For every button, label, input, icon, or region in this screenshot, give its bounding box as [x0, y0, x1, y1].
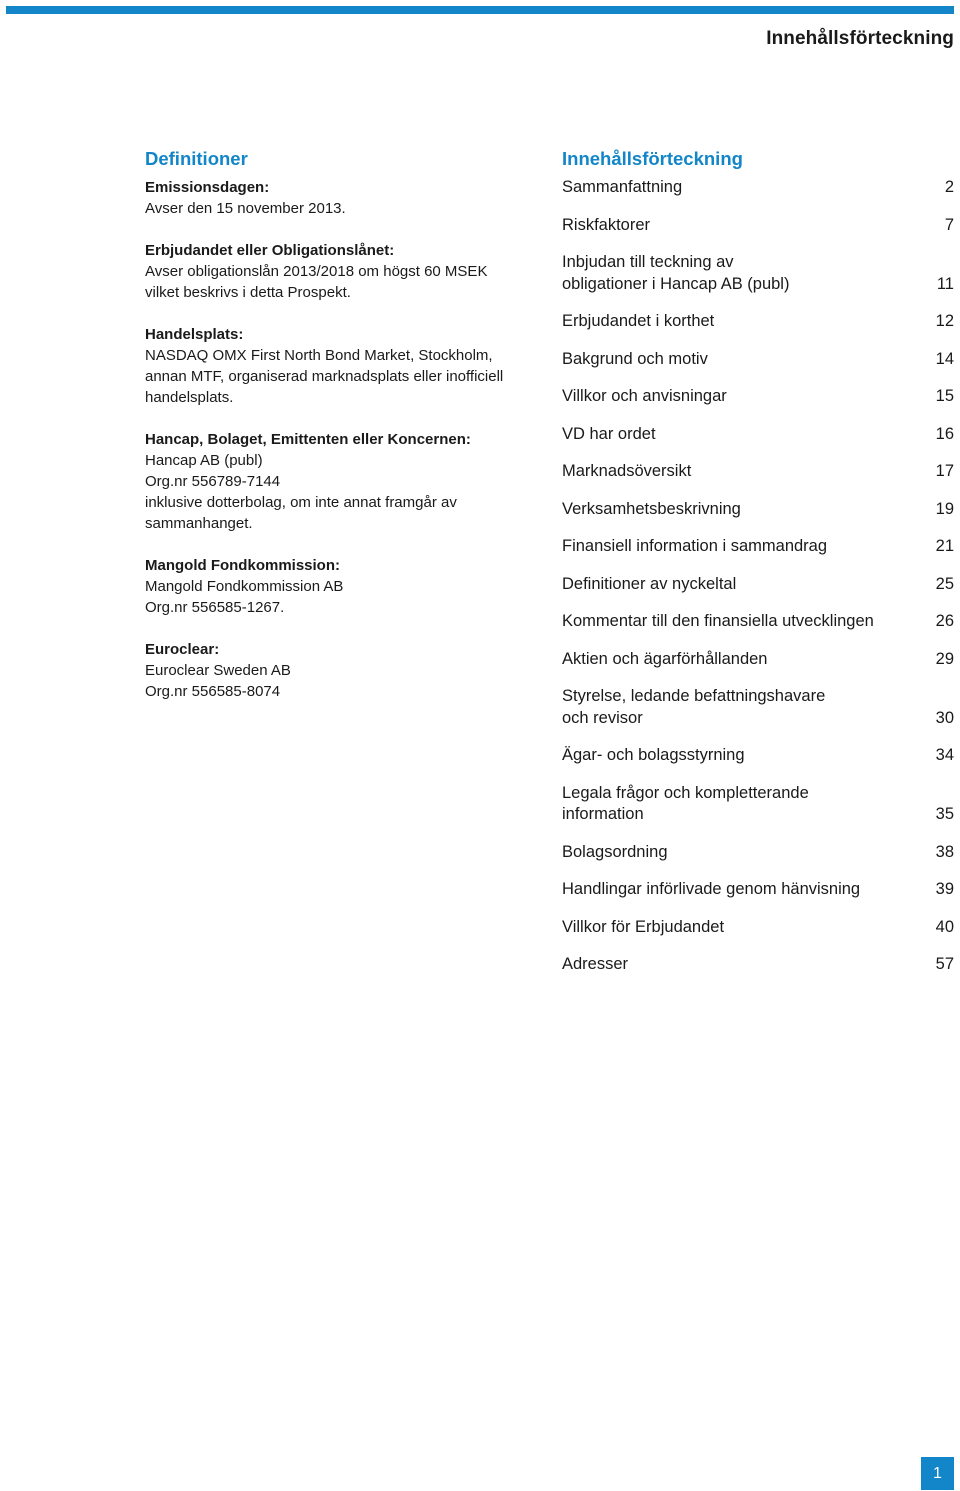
definitions-section	[145, 147, 525, 723]
toc-entry-title: Legala frågor och kompletterande	[562, 783, 809, 802]
toc-entry[interactable]	[562, 386, 954, 408]
toc-entry-title: Verksamhetsbeskrivning	[562, 499, 741, 518]
definition-term: Euroclear:	[145, 641, 220, 658]
toc-entry-title: Bakgrund och motiv	[562, 349, 708, 368]
definition-text: Avser den 15 november 2013.	[145, 200, 346, 217]
definition-text: Org.nr 556789-7144	[145, 473, 281, 490]
toc-entry-title: obligationer i Hancap AB (publ)	[562, 274, 790, 293]
definition-text: Avser obligationslån 2013/2018 om högst 60 MSEK	[145, 263, 488, 280]
toc-entry[interactable]	[562, 215, 954, 237]
definition-text: Mangold Fondkommission AB	[145, 578, 344, 595]
toc-page-number: 35	[935, 805, 954, 823]
toc-page-number: 38	[935, 842, 954, 861]
definition-term: Emissionsdagen:	[145, 179, 270, 196]
toc-entry[interactable]	[562, 954, 954, 976]
toc-entry-title: Villkor och anvisningar	[562, 387, 727, 405]
definition-item	[145, 555, 525, 618]
toc-entry-title: Adresser	[562, 955, 629, 973]
toc-page-number: 19	[935, 499, 954, 518]
toc-entry[interactable]	[562, 842, 954, 864]
definition-item	[145, 429, 525, 534]
toc-page-number: 2	[944, 178, 954, 196]
toc-entry[interactable]	[562, 461, 954, 483]
toc-entry[interactable]	[562, 879, 954, 901]
toc-entry[interactable]	[562, 311, 954, 333]
toc-entry-title: Sammanfattning	[562, 178, 683, 196]
toc-entry[interactable]	[562, 574, 954, 596]
toc-entry-title: Inbjudan till teckning av	[562, 253, 734, 271]
toc-page-number: 26	[935, 612, 954, 630]
toc-page-number: 39	[935, 880, 954, 898]
toc-entry-title: Finansiell information i sammandrag	[562, 537, 828, 555]
toc-page-number: 17	[935, 462, 954, 480]
definition-text: Org.nr 556585-8074	[145, 683, 281, 700]
definition-item	[145, 324, 525, 408]
toc-entry[interactable]	[562, 649, 954, 671]
definition-term: Mangold Fondkommission:	[145, 557, 340, 574]
toc-entry-title: Kommentar till den finansiella utvecklingen	[562, 612, 874, 630]
toc-list	[562, 177, 954, 976]
definition-text: Hancap AB (publ)	[145, 452, 263, 469]
toc-entry-title: Ägar- och bolagsstyrning	[562, 746, 745, 764]
toc-page-number: 7	[944, 215, 954, 234]
definition-text: handelsplats.	[145, 389, 234, 406]
toc-page-number: 30	[935, 708, 954, 727]
toc-entry-title: Erbjudandet i korthet	[562, 312, 715, 330]
toc-entry[interactable]	[562, 349, 954, 371]
toc-entry-title: VD har ordet	[562, 424, 656, 443]
toc-page-number: 14	[935, 349, 954, 368]
toc-page-number: 11	[936, 274, 954, 293]
toc-entry[interactable]	[562, 177, 954, 199]
toc-page-number: 57	[935, 955, 954, 973]
toc-entry[interactable]	[562, 252, 954, 295]
definition-item	[145, 240, 525, 303]
definition-text: annan MTF, organiserad marknadsplats eller inofficiell	[145, 368, 504, 385]
toc-page-number: 34	[935, 746, 954, 764]
definition-text: vilket beskrivs i detta Prospekt.	[145, 284, 351, 301]
definition-text: Euroclear Sweden AB	[145, 662, 291, 679]
toc-entry-title: information	[562, 805, 644, 823]
toc-entry[interactable]	[562, 745, 954, 767]
toc-entry[interactable]	[562, 686, 954, 729]
toc-entry-title: Definitioner av nyckeltal	[562, 574, 737, 593]
toc-entry[interactable]	[562, 611, 954, 633]
toc-page-number: 15	[935, 387, 954, 405]
toc-entry-title: Marknadsöversikt	[562, 462, 692, 480]
toc-entry[interactable]	[562, 536, 954, 558]
toc-entry[interactable]	[562, 499, 954, 521]
toc-heading: Innehållsförteckning	[562, 148, 743, 169]
definition-term: Handelsplats:	[145, 326, 244, 343]
toc-entry-title: Aktien och ägarförhållanden	[562, 649, 768, 668]
toc-entry-title: Riskfaktorer	[562, 215, 651, 234]
table-of-contents	[562, 147, 954, 992]
definition-item	[145, 639, 525, 702]
toc-entry[interactable]	[562, 424, 954, 446]
toc-entry[interactable]	[562, 783, 954, 826]
definition-text: NASDAQ OMX First North Bond Market, Stockholm,	[145, 347, 493, 364]
toc-page-number: 12	[935, 312, 954, 330]
toc-page-number: 29	[935, 649, 954, 668]
definitions-heading: Definitioner	[145, 148, 248, 169]
definition-item	[145, 177, 525, 219]
top-accent-bar	[6, 6, 954, 14]
toc-entry[interactable]	[562, 917, 954, 939]
toc-page-number: 21	[935, 537, 954, 555]
toc-entry-title: Villkor för Erbjudandet	[562, 917, 725, 936]
toc-entry-title: Bolagsordning	[562, 842, 668, 861]
toc-page-number: 25	[935, 574, 954, 593]
toc-entry-title: och revisor	[562, 708, 643, 727]
toc-page-number: 16	[935, 424, 954, 443]
definition-text: inklusive dotterbolag, om inte annat framgår av	[145, 494, 457, 511]
toc-entry-title: Handlingar införlivade genom hänvisning	[562, 880, 861, 898]
definition-text: Org.nr 556585-1267.	[145, 599, 285, 616]
page-number-badge: 1	[921, 1457, 954, 1490]
toc-entry-title: Styrelse, ledande befattningshavare	[562, 687, 826, 705]
definition-term: Hancap, Bolaget, Emittenten eller Koncernen:	[145, 431, 471, 448]
definition-term: Erbjudandet eller Obligationslånet:	[145, 242, 395, 259]
running-header-title: Innehållsförteckning	[766, 28, 954, 49]
toc-page-number: 40	[935, 917, 954, 936]
definitions-list	[145, 177, 525, 702]
definition-text: sammanhanget.	[145, 515, 253, 532]
